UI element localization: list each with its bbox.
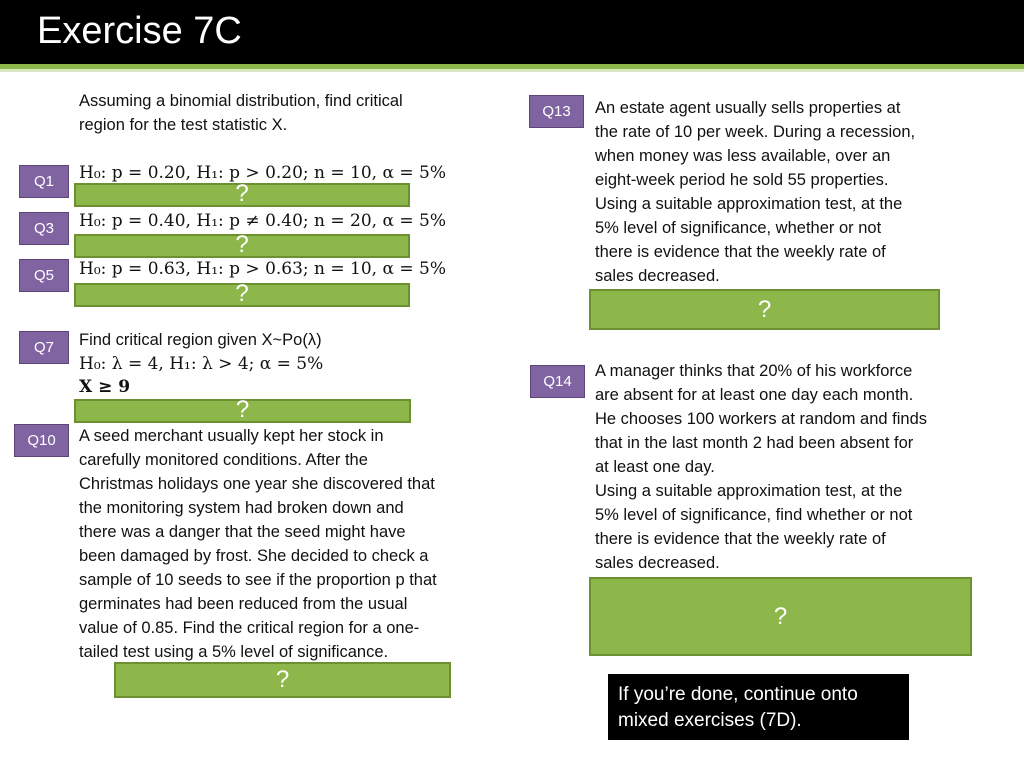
q1-hypotheses: H₀: p = 0.20, H₁: p > 0.20; n = 10, α = 5% <box>79 163 446 183</box>
q13-line-8: sales decreased. <box>595 267 720 285</box>
q14-line-7: 5% level of significance, find whether or not <box>595 506 913 524</box>
q5-hypotheses: H₀: p = 0.63, H₁: p > 0.63; n = 10, α = 5% <box>79 259 446 279</box>
q13-line-2: the rate of 10 per week. During a recession, <box>595 123 916 141</box>
intro-line-2: region for the test statistic X. <box>79 116 288 134</box>
q14-answer-box[interactable]: ? <box>589 577 972 656</box>
q14-line-9: sales decreased. <box>595 554 720 572</box>
intro-line-1: Assuming a binomial distribution, find critical <box>79 92 403 110</box>
q10-line-1: A seed merchant usually kept her stock in <box>79 427 384 445</box>
q7-answer-box[interactable]: ? <box>74 399 411 423</box>
continue-note-line-1: If you’re done, continue onto <box>618 684 858 705</box>
q10-line-4: the monitoring system had broken down and <box>79 499 404 517</box>
q13-line-5: Using a suitable approximation test, at the <box>595 195 903 213</box>
q14-line-3: He chooses 100 workers at random and finds <box>595 410 928 428</box>
q10-answer-box[interactable]: ? <box>114 662 451 698</box>
q5-label: Q5 <box>19 259 69 292</box>
q13-line-6: 5% level of significance, whether or not <box>595 219 882 237</box>
q7-line-1: Find critical region given X~Po(λ) <box>79 331 322 349</box>
slide-title: Exercise 7C <box>37 10 242 52</box>
q14-line-2: are absent for at least one day each month. <box>595 386 914 404</box>
q10-line-5: there was a danger that the seed might have <box>79 523 406 541</box>
q14-line-5: at least one day. <box>595 458 715 476</box>
q10-line-10: tailed test using a 5% level of significance. <box>79 643 389 661</box>
q7-line-2: H₀: λ = 4, H₁: λ > 4; α = 5% <box>79 354 324 374</box>
q14-label: Q14 <box>530 365 585 398</box>
q14-line-8: there is evidence that the weekly rate of <box>595 530 886 548</box>
q1-answer-box[interactable]: ? <box>74 183 410 207</box>
q10-line-3: Christmas holidays one year she discovered that <box>79 475 435 493</box>
q13-line-3: when money was less available, over an <box>595 147 891 165</box>
q14-line-6: Using a suitable approximation test, at the <box>595 482 903 500</box>
accent-rule-shadow <box>0 69 1024 72</box>
q10-line-6: been damaged by frost. She decided to check a <box>79 547 429 565</box>
q3-answer-box[interactable]: ? <box>74 234 410 258</box>
q1-label: Q1 <box>19 165 69 198</box>
q14-line-1: A manager thinks that 20% of his workforce <box>595 362 913 380</box>
q13-label: Q13 <box>529 95 584 128</box>
q14-line-4: that in the last month 2 had been absent for <box>595 434 914 452</box>
q10-line-7: sample of 10 seeds to see if the proportion p that <box>79 571 437 589</box>
continue-note <box>608 674 909 740</box>
q5-answer-box[interactable]: ? <box>74 283 410 307</box>
q3-hypotheses: H₀: p = 0.40, H₁: p ≠ 0.40; n = 20, α = 5% <box>79 211 446 231</box>
q3-label: Q3 <box>19 212 69 245</box>
q10-label: Q10 <box>14 424 69 457</box>
q7-label: Q7 <box>19 331 69 364</box>
q7-line-3: X ≥ 9 <box>79 377 131 397</box>
continue-note-line-2: mixed exercises (7D). <box>618 710 802 731</box>
q13-line-7: there is evidence that the weekly rate of <box>595 243 886 261</box>
q10-line-8: germinates had been reduced from the usual <box>79 595 408 613</box>
q13-line-1: An estate agent usually sells properties at <box>595 99 901 117</box>
q10-line-9: value of 0.85. Find the critical region for a one- <box>79 619 420 637</box>
q10-line-2: carefully monitored conditions. After the <box>79 451 368 469</box>
q13-answer-box[interactable]: ? <box>589 289 940 330</box>
q13-line-4: eight-week period he sold 55 properties. <box>595 171 889 189</box>
